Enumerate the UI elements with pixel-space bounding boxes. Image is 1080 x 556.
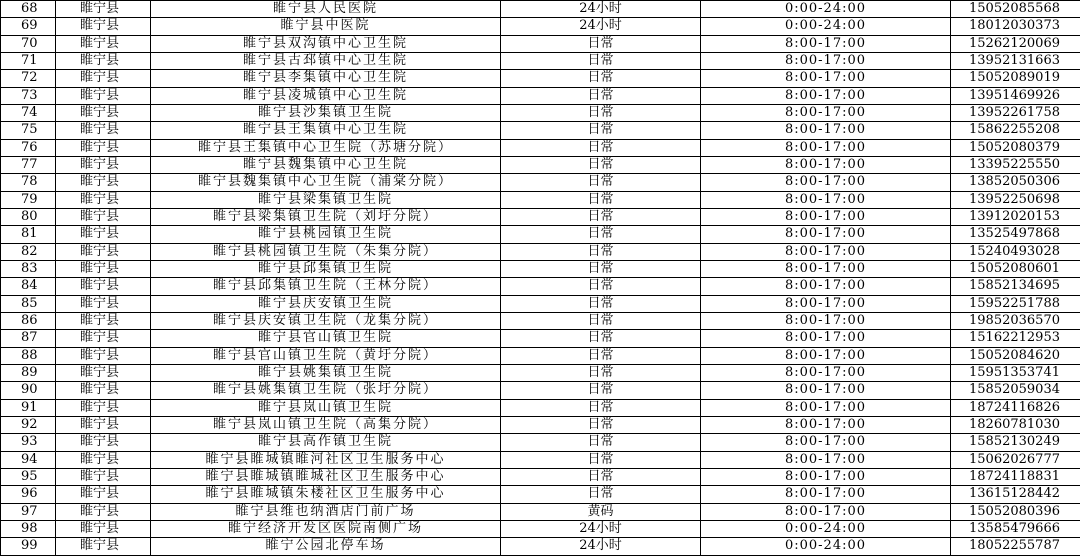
row-number: 71 (1, 52, 56, 69)
hours-cell: 8:00-17:00 (701, 503, 951, 520)
row-number: 69 (1, 18, 56, 35)
county-cell: 睢宁县 (56, 538, 151, 555)
county-cell: 睢宁县 (56, 243, 151, 260)
hours-cell: 8:00-17:00 (701, 434, 951, 451)
row-number: 85 (1, 295, 56, 312)
table-row (1, 399, 1080, 416)
phone-cell: 13951469926 (951, 87, 1080, 104)
site-name-cell: 睢宁县桃园镇卫生院 (151, 226, 501, 243)
site-name-cell: 睢宁县睢城镇睢城社区卫生服务中心 (151, 468, 501, 485)
site-name-cell: 睢宁县梁集镇卫生院（刘圩分院） (151, 208, 501, 225)
site-name-cell: 睢宁县官山镇卫生院 (151, 330, 501, 347)
table-row (1, 382, 1080, 399)
service-type-cell: 日常 (501, 451, 701, 468)
row-number: 88 (1, 347, 56, 364)
site-name-cell: 睢宁县高作镇卫生院 (151, 434, 501, 451)
phone-cell: 15862255208 (951, 122, 1080, 139)
hours-cell: 8:00-17:00 (701, 104, 951, 121)
site-name-cell: 睢宁县维也纳酒店门前广场 (151, 503, 501, 520)
row-number: 86 (1, 312, 56, 329)
site-name-cell: 睢宁县邱集镇卫生院 (151, 260, 501, 277)
table-row (1, 295, 1080, 312)
hours-cell: 8:00-17:00 (701, 70, 951, 87)
table-row (1, 451, 1080, 468)
table-row (1, 520, 1080, 537)
hours-cell: 8:00-17:00 (701, 451, 951, 468)
site-name-cell: 睢宁县梁集镇卫生院 (151, 191, 501, 208)
table-row (1, 122, 1080, 139)
site-name-cell: 睢宁县邱集镇卫生院（王林分院） (151, 278, 501, 295)
service-type-cell: 日常 (501, 208, 701, 225)
phone-cell: 13395225550 (951, 156, 1080, 173)
service-type-cell: 日常 (501, 295, 701, 312)
service-type-cell: 日常 (501, 347, 701, 364)
service-type-cell: 日常 (501, 486, 701, 503)
row-number: 89 (1, 364, 56, 381)
hours-cell: 8:00-17:00 (701, 243, 951, 260)
table-row (1, 191, 1080, 208)
county-cell: 睢宁县 (56, 104, 151, 121)
service-type-cell: 日常 (501, 35, 701, 52)
site-name-cell: 睢宁县睢城镇朱楼社区卫生服务中心 (151, 486, 501, 503)
county-cell: 睢宁县 (56, 156, 151, 173)
site-name-cell: 睢宁县庆安镇卫生院（龙集分院） (151, 312, 501, 329)
table-row (1, 139, 1080, 156)
table-row (1, 208, 1080, 225)
row-number: 75 (1, 122, 56, 139)
service-type-cell: 日常 (501, 104, 701, 121)
county-cell: 睢宁县 (56, 52, 151, 69)
site-name-cell: 睢宁县姚集镇卫生院 (151, 364, 501, 381)
hours-cell: 8:00-17:00 (701, 156, 951, 173)
table-row (1, 52, 1080, 69)
table-row (1, 347, 1080, 364)
phone-cell: 15062026777 (951, 451, 1080, 468)
site-name-cell: 睢宁县睢城镇睢河社区卫生服务中心 (151, 451, 501, 468)
phone-cell: 13952250698 (951, 191, 1080, 208)
hours-cell: 8:00-17:00 (701, 295, 951, 312)
site-name-cell: 睢宁县庆安镇卫生院 (151, 295, 501, 312)
hours-cell: 8:00-17:00 (701, 260, 951, 277)
table-row (1, 104, 1080, 121)
county-cell: 睢宁县 (56, 364, 151, 381)
service-type-cell: 24小时 (501, 1, 701, 18)
county-cell: 睢宁县 (56, 208, 151, 225)
row-number: 74 (1, 104, 56, 121)
phone-cell: 15052085568 (951, 1, 1080, 18)
service-type-cell: 日常 (501, 174, 701, 191)
service-type-cell: 24小时 (501, 538, 701, 555)
site-name-cell: 睢宁县人民医院 (151, 1, 501, 18)
row-number: 87 (1, 330, 56, 347)
table-row (1, 174, 1080, 191)
county-cell: 睢宁县 (56, 18, 151, 35)
county-cell: 睢宁县 (56, 70, 151, 87)
table-row (1, 1, 1080, 18)
service-type-cell: 日常 (501, 191, 701, 208)
hours-cell: 8:00-17:00 (701, 208, 951, 225)
service-type-cell: 日常 (501, 52, 701, 69)
phone-cell: 15262120069 (951, 35, 1080, 52)
phone-cell: 15052080601 (951, 260, 1080, 277)
phone-cell: 13525497868 (951, 226, 1080, 243)
service-type-cell: 24小时 (501, 18, 701, 35)
table-row (1, 330, 1080, 347)
county-cell: 睢宁县 (56, 468, 151, 485)
county-cell: 睢宁县 (56, 347, 151, 364)
hours-cell: 8:00-17:00 (701, 35, 951, 52)
county-cell: 睢宁县 (56, 35, 151, 52)
site-name-cell: 睢宁县中医院 (151, 18, 501, 35)
table-row (1, 156, 1080, 173)
county-cell: 睢宁县 (56, 226, 151, 243)
table-body (1, 1, 1080, 556)
row-number: 95 (1, 468, 56, 485)
table-row (1, 260, 1080, 277)
site-name-cell: 睢宁县王集镇中心卫生院 (151, 122, 501, 139)
phone-cell: 18724118831 (951, 468, 1080, 485)
service-type-cell: 日常 (501, 70, 701, 87)
phone-cell: 15852134695 (951, 278, 1080, 295)
county-cell: 睢宁县 (56, 399, 151, 416)
row-number: 68 (1, 1, 56, 18)
county-cell: 睢宁县 (56, 295, 151, 312)
row-number: 97 (1, 503, 56, 520)
county-cell: 睢宁县 (56, 174, 151, 191)
county-cell: 睢宁县 (56, 1, 151, 18)
county-cell: 睢宁县 (56, 87, 151, 104)
county-cell: 睢宁县 (56, 520, 151, 537)
hours-cell: 8:00-17:00 (701, 399, 951, 416)
table-row (1, 226, 1080, 243)
service-type-cell: 日常 (501, 382, 701, 399)
county-cell: 睢宁县 (56, 139, 151, 156)
hours-cell: 8:00-17:00 (701, 486, 951, 503)
phone-cell: 15952251788 (951, 295, 1080, 312)
row-number: 82 (1, 243, 56, 260)
row-number: 99 (1, 538, 56, 555)
hours-cell: 0:00-24:00 (701, 18, 951, 35)
row-number: 76 (1, 139, 56, 156)
row-number: 80 (1, 208, 56, 225)
phone-cell: 18260781030 (951, 416, 1080, 433)
service-type-cell: 日常 (501, 87, 701, 104)
service-type-cell: 日常 (501, 260, 701, 277)
phone-cell: 13952261758 (951, 104, 1080, 121)
row-number: 94 (1, 451, 56, 468)
phone-cell: 15852130249 (951, 434, 1080, 451)
service-type-cell: 日常 (501, 416, 701, 433)
service-type-cell: 日常 (501, 139, 701, 156)
phone-cell: 18052255787 (951, 538, 1080, 555)
row-number: 78 (1, 174, 56, 191)
county-cell: 睢宁县 (56, 416, 151, 433)
site-name-cell: 睢宁县魏集镇中心卫生院（浦棠分院） (151, 174, 501, 191)
service-type-cell: 日常 (501, 312, 701, 329)
table-row (1, 70, 1080, 87)
county-cell: 睢宁县 (56, 503, 151, 520)
hours-cell: 8:00-17:00 (701, 347, 951, 364)
site-name-cell: 睢宁县双沟镇中心卫生院 (151, 35, 501, 52)
table-row (1, 312, 1080, 329)
phone-cell: 15951353741 (951, 364, 1080, 381)
county-cell: 睢宁县 (56, 382, 151, 399)
phone-cell: 13615128442 (951, 486, 1080, 503)
site-name-cell: 睢宁县官山镇卫生院（黄圩分院） (151, 347, 501, 364)
row-number: 84 (1, 278, 56, 295)
table-row (1, 35, 1080, 52)
county-cell: 睢宁县 (56, 486, 151, 503)
hours-cell: 8:00-17:00 (701, 364, 951, 381)
phone-cell: 19852036570 (951, 312, 1080, 329)
row-number: 93 (1, 434, 56, 451)
row-number: 81 (1, 226, 56, 243)
site-name-cell: 睢宁县李集镇中心卫生院 (151, 70, 501, 87)
site-name-cell: 睢宁县岚山镇卫生院 (151, 399, 501, 416)
county-cell: 睢宁县 (56, 278, 151, 295)
hours-cell: 8:00-17:00 (701, 174, 951, 191)
phone-cell: 13852050306 (951, 174, 1080, 191)
service-type-cell: 日常 (501, 156, 701, 173)
table-row (1, 364, 1080, 381)
phone-cell: 15052080379 (951, 139, 1080, 156)
county-cell: 睢宁县 (56, 122, 151, 139)
table-row (1, 538, 1080, 555)
table-row (1, 87, 1080, 104)
phone-cell: 13912020153 (951, 208, 1080, 225)
county-cell: 睢宁县 (56, 312, 151, 329)
service-type-cell: 日常 (501, 434, 701, 451)
site-name-cell: 睢宁县王集镇中心卫生院（苏塘分院） (151, 139, 501, 156)
hours-cell: 8:00-17:00 (701, 122, 951, 139)
service-type-cell: 日常 (501, 226, 701, 243)
site-name-cell: 睢宁县沙集镇卫生院 (151, 104, 501, 121)
site-name-cell: 睢宁县桃园镇卫生院（朱集分院） (151, 243, 501, 260)
service-type-cell: 日常 (501, 278, 701, 295)
site-name-cell: 睢宁县凌城镇中心卫生院 (151, 87, 501, 104)
hours-cell: 8:00-17:00 (701, 139, 951, 156)
hours-cell: 8:00-17:00 (701, 330, 951, 347)
phone-cell: 15852059034 (951, 382, 1080, 399)
county-cell: 睢宁县 (56, 330, 151, 347)
table-row (1, 278, 1080, 295)
service-type-cell: 日常 (501, 399, 701, 416)
table-row (1, 243, 1080, 260)
hours-cell: 8:00-17:00 (701, 87, 951, 104)
row-number: 92 (1, 416, 56, 433)
service-type-cell: 黄码 (501, 503, 701, 520)
service-type-cell: 日常 (501, 330, 701, 347)
row-number: 91 (1, 399, 56, 416)
row-number: 83 (1, 260, 56, 277)
site-name-cell: 睢宁公园北停车场 (151, 538, 501, 555)
site-name-cell: 睢宁县姚集镇卫生院（张圩分院） (151, 382, 501, 399)
site-name-cell: 睢宁县古邳镇中心卫生院 (151, 52, 501, 69)
hours-cell: 0:00-24:00 (701, 520, 951, 537)
phone-cell: 15052089019 (951, 70, 1080, 87)
table-row (1, 486, 1080, 503)
table-row (1, 416, 1080, 433)
phone-cell: 15240493028 (951, 243, 1080, 260)
row-number: 70 (1, 35, 56, 52)
service-type-cell: 日常 (501, 364, 701, 381)
site-name-cell: 睢宁经济开发区医院南侧广场 (151, 520, 501, 537)
row-number: 72 (1, 70, 56, 87)
phone-cell: 15052080396 (951, 503, 1080, 520)
service-type-cell: 24小时 (501, 520, 701, 537)
hours-cell: 0:00-24:00 (701, 538, 951, 555)
service-type-cell: 日常 (501, 243, 701, 260)
hours-cell: 0:00-24:00 (701, 1, 951, 18)
phone-cell: 18724116826 (951, 399, 1080, 416)
hours-cell: 8:00-17:00 (701, 468, 951, 485)
site-name-cell: 睢宁县岚山镇卫生院（高集分院） (151, 416, 501, 433)
county-cell: 睢宁县 (56, 451, 151, 468)
county-cell: 睢宁县 (56, 260, 151, 277)
site-name-cell: 睢宁县魏集镇中心卫生院 (151, 156, 501, 173)
county-cell: 睢宁县 (56, 191, 151, 208)
table-row (1, 468, 1080, 485)
row-number: 96 (1, 486, 56, 503)
hours-cell: 8:00-17:00 (701, 191, 951, 208)
hours-cell: 8:00-17:00 (701, 278, 951, 295)
hours-cell: 8:00-17:00 (701, 382, 951, 399)
hours-cell: 8:00-17:00 (701, 52, 951, 69)
row-number: 73 (1, 87, 56, 104)
service-type-cell: 日常 (501, 468, 701, 485)
hours-cell: 8:00-17:00 (701, 226, 951, 243)
phone-cell: 13952131663 (951, 52, 1080, 69)
phone-cell: 13585479666 (951, 520, 1080, 537)
row-number: 77 (1, 156, 56, 173)
hours-cell: 8:00-17:00 (701, 312, 951, 329)
row-number: 79 (1, 191, 56, 208)
row-number: 98 (1, 520, 56, 537)
table-row (1, 503, 1080, 520)
hours-cell: 8:00-17:00 (701, 416, 951, 433)
row-number: 90 (1, 382, 56, 399)
table-row (1, 18, 1080, 35)
table-row (1, 434, 1080, 451)
service-type-cell: 日常 (501, 122, 701, 139)
phone-cell: 15052084620 (951, 347, 1080, 364)
phone-cell: 15162212953 (951, 330, 1080, 347)
phone-cell: 18012030373 (951, 18, 1080, 35)
county-cell: 睢宁县 (56, 434, 151, 451)
